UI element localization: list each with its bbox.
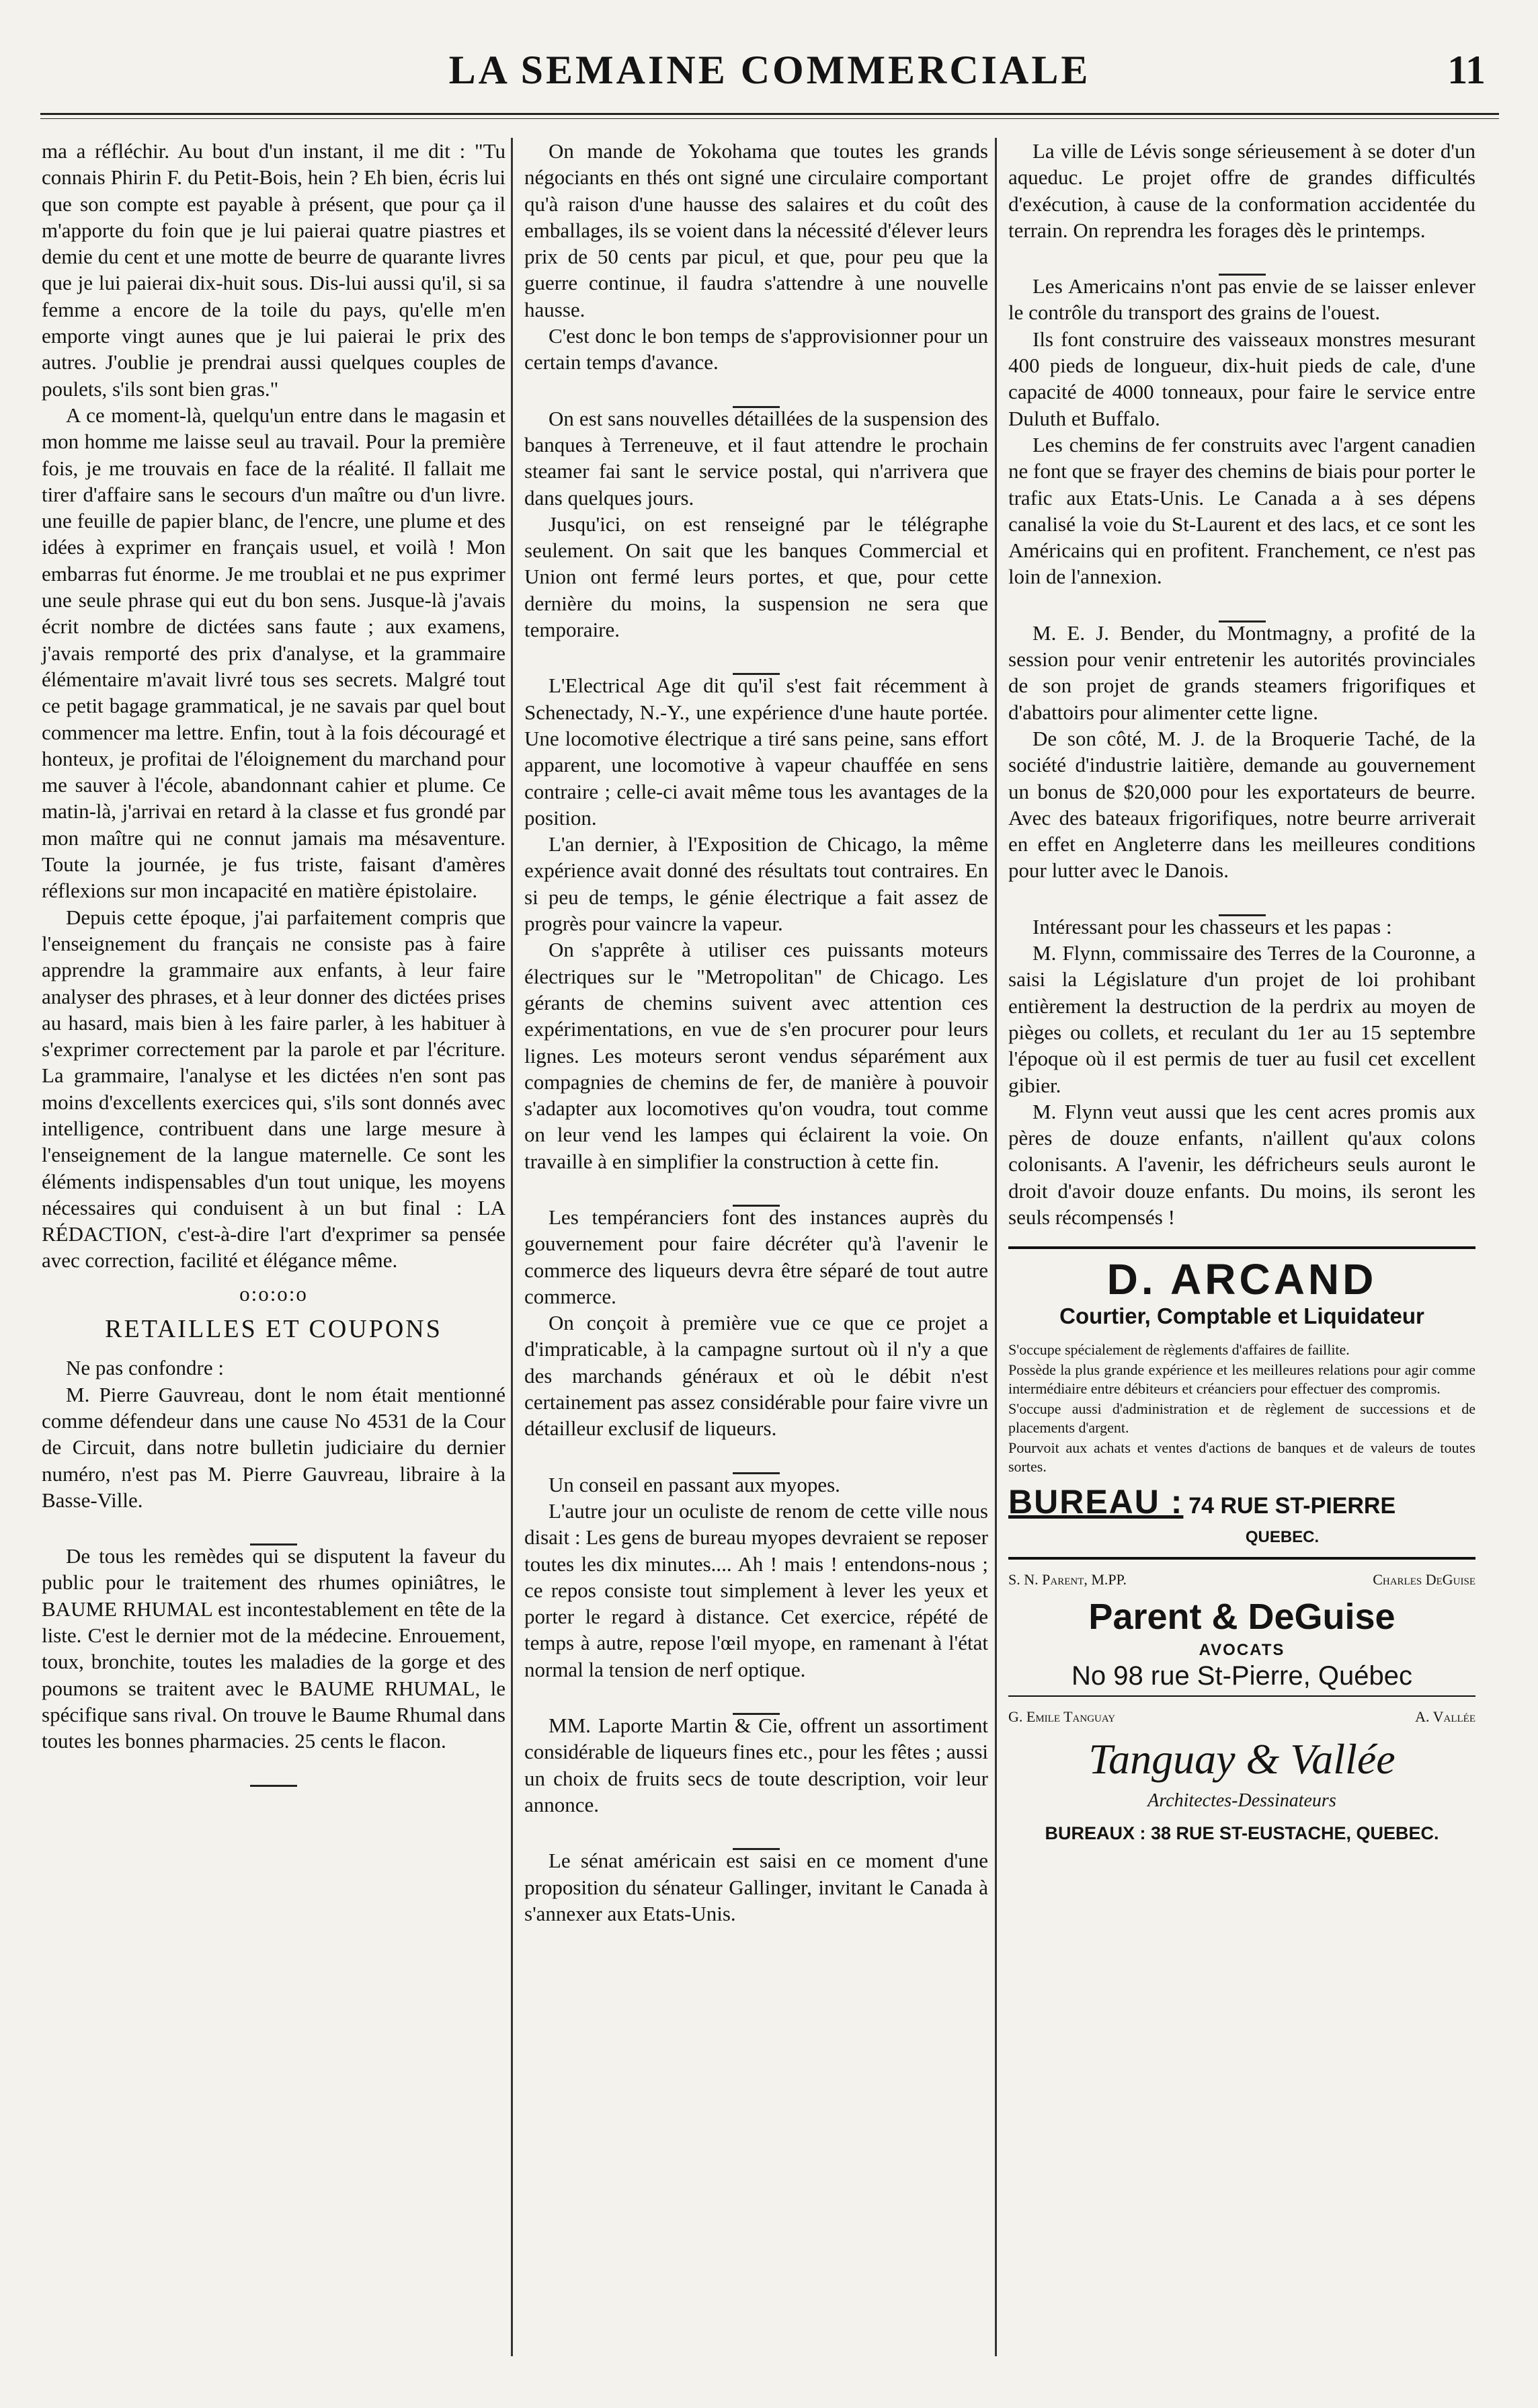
column-divider-1 [511, 138, 513, 2356]
article-paragraph: On conçoit à première vue ce que ce projet a d'impraticable, à la campagne surtout où il n'y a que des marchands généraux et où le débit n'est certainement pas assez considérable pour faire vivre un détailleur exclusif de liqueurs. [524, 1311, 988, 1441]
short-separator [1008, 896, 1475, 904]
ad-parent-names [1008, 1566, 1475, 1593]
short-separator [524, 1695, 988, 1703]
article-paragraph: Les chemins de fer construits avec l'argent canadien ne font que se frayer des chemins de biais pour porter le trafic aux Etats-Unis. Le Canada a à ses dépens canalisé la voie du St-Laurent et des lacs, et ce sont les Américains qui en profitent. Franchement, ce n'est pas loin de l'annexion. [1008, 432, 1475, 589]
ad-rule [1008, 1557, 1475, 1560]
ad-parent-firm-name: Parent & DeGuise [1088, 1597, 1395, 1638]
article-paragraph: M. Flynn, commissaire des Terres de la Couronne, a saisi la Législature d'un projet de loi prohibant entièrement la destruction de la perdrix au moyen de pièges ou collets, et reculant du 1er au 15 septembre l'époque où il est permis de tuer au fusil cet excellent gibier. [1008, 941, 1475, 1097]
article-paragraph: M. Pierre Gauvreau, dont le nom était mentionné comme défendeur dans une cause No 4531 de la Cour de Circuit, dans notre bulletin judiciaire du dernier numéro, n'est pas M. Pierre Gauvreau, libraire à la Basse-Ville. [42, 1382, 505, 1512]
ad-arcand-bureau [1008, 1484, 1475, 1524]
article-paragraph: Depuis cette époque, j'ai parfaitement compris que l'enseignement du français ne consiste pas à faire apprendre la grammaire aux enfants, à leur faire analyser des phrases, et à leur donner des dictées prises au hasard, mais bien à les faire parler, à les habituer à s'exprimer correctement par la parole et par l'écriture. La grammaire, l'analyse et les dictées n'en sont pas moins d'excellents exercices qui, s'ils sont donnés avec intelligence, contribuent dans une large mesure à l'enseignement de la langue maternelle. Ce sont les éléments indispensables d'un tout unique, les moyens nécessaires qui conduisent à un but final : LA RÉDACTION, c'est-à-dire l'art d'exprimer sa pensée avec correction, facilité et élégance même. [42, 905, 505, 1273]
ad-arcand-details [1008, 1340, 1475, 1476]
article-paragraph: De tous les remèdes qui se disputent la faveur du public pour le traitement des rhumes opiniâtres, le BAUME RHUMAL est incontestablement en tête de la liste. C'est le dernier mot de la médecine. Enrouement, toux, bronchite, toutes les maladies de la gorge et des poumons se traitent avec le BAUME RHUMAL, le spécifique sans rival. On trouve le Baume Rhumal dans toutes les bonnes pharmacies. 25 cents le flacon. [42, 1544, 505, 1753]
article-paragraph: L'autre jour un oculiste de renom de cette ville nous disait : Les gens de bureau myopes devraient se reposer toutes les dix minutes.... Ah ! mais ! entendons-nous ; ce repos consiste tout simplement à lever les yeux et porter le regard à distance. Cet exercice, répété de temps à autre, repose l'œil myope, en ramenant à l'état normal la tension de nerf optique. [524, 1498, 988, 1681]
ad-parent-deguise [1008, 1566, 1475, 1690]
ad-arcand-role: Courtier, Comptable et Liquidateur [1059, 1303, 1424, 1329]
article-paragraph: ma a réfléchir. Au bout d'un instant, il me dit : "Tu connais Phirin F. du Petit-Bois, hein ? Eh bien, écris lui que son compte est payable à présent, que pour ça il m'apporte du foin que je lui paierai quatre piastres et demie du cent et une motte de beurre de quarante livres que je lui paierai dix-huit sous. Dis-lui aussi qu'il, si sa femme a encore de la toile du pays, qu'elle m'en emporte vingt aunes que je lui paierai le prix des autres. J'oublie je prendrai aussi quelques couples de poulets, s'ils sont bien gras." [42, 139, 505, 401]
column-divider-2 [995, 138, 997, 2356]
page-header [40, 40, 1499, 108]
short-separator [1008, 602, 1475, 610]
article-paragraph: Les Americains n'ont pas envie de se laisser enlever le contrôle du transport des grains de l'ouest. [1008, 274, 1475, 325]
ad-arcand [1008, 1256, 1475, 1550]
column-3 [1008, 138, 1475, 1847]
article-paragraph: On s'apprête à utiliser ces puissants moteurs électriques sur le "Metropolitan" de Chicago. Les gérants de chemins suivent avec attention ces expérimentations, en vue de s'en procurer pour leurs lignes. Les moteurs seront vendus séparément aux compagnies de chemins de fer, de manière à pouvoir s'adapter aux locomotives qu'on voudra, tout comme on leur vend les lampes qui éclairent la voie. On travaille à en simplifier la construction à cette fin. [524, 938, 988, 1173]
ad-tanguay-right-name: A. Vallée [1415, 1708, 1475, 1725]
ad-arcand-bureau-city: QUEBEC. [1245, 1527, 1320, 1546]
article-paragraph: On mande de Yokohama que toutes les grands négociants en thés ont signé une circulaire comportant qu'à raison d'une hausse des salaires et du coût des emballages, ils se voient dans la nécessité d'élever leurs prix de 50 cents par picul, et que, pour peu que la guerre continue, il faudra s'attendre à une nouvelle hausse. [524, 139, 988, 321]
ad-arcand-bureau-address: 74 RUE ST-PIERRE [1188, 1492, 1396, 1519]
ad-parent-address: No 98 rue St-Pierre, Québec [1071, 1661, 1412, 1691]
ad-rule [1008, 1246, 1475, 1249]
header-rule [40, 113, 1499, 115]
column-2 [524, 138, 988, 1927]
ad-arcand-line: S'occupe spécialement de règlements d'affaires de faillite. [1008, 1340, 1350, 1358]
ad-tanguay-address: BUREAUX : 38 RUE ST-EUSTACHE, QUEBEC. [1045, 1823, 1439, 1844]
ornament-separator: o:o:o:o [239, 1281, 308, 1306]
short-separator [42, 1767, 505, 1775]
short-separator [524, 388, 988, 396]
newspaper-title: LA SEMAINE COMMERCIALE [448, 48, 1091, 92]
short-separator [524, 1830, 988, 1838]
article-paragraph: L'Electrical Age dit qu'il s'est fait récemment à Schenectady, N.-Y., une expérience d'une haute portée. Une locomotive électrique a tiré sans peine, sans effort apparent, une locomotive à vapeur chauffée en sens contraire ; celle-ci avait même tous les avantages de la position. [524, 674, 988, 830]
ad-parent-right-name: Charles DeGuise [1373, 1570, 1475, 1588]
ad-parent-role: AVOCATS [1199, 1641, 1285, 1660]
ad-tanguay-vallee [1008, 1703, 1475, 1847]
ad-arcand-line: Pourvoit aux achats et ventes d'actions de banques et de valeurs de toutes sortes. [1008, 1439, 1475, 1475]
page-number: 11 [1447, 48, 1486, 92]
article-paragraph: Intéressant pour les chasseurs et les papas : [1033, 914, 1392, 938]
ad-parent-left-name: S. N. Parent, M.PP. [1008, 1570, 1127, 1588]
article-paragraph: On est sans nouvelles détaillées de la suspension des banques à Terreneuve, et il faut attendre le prochain steamer fai sant le service postal, qui n'arrivera que dans quelques jours. [524, 406, 988, 510]
short-separator [524, 655, 988, 663]
section-title: RETAILLES ET COUPONS [105, 1315, 442, 1344]
article-paragraph: Ils font construire des vaisseaux monstres mesurant 400 pieds de longueur, dix-huit pieds de cale, d'une capacité de 4000 tonneaux, pour faire le service entre Duluth et Buffalo. [1008, 327, 1475, 430]
article-paragraph: Un conseil en passant aux myopes. [549, 1472, 840, 1496]
article-paragraph: Jusqu'ici, on est renseigné par le télégraphe seulement. On sait que les banques Commercial et Union ont fermé leurs portes, et que, pour cette dernière du moins, la suspension ne sera que temporaire. [524, 512, 988, 642]
ad-tanguay-left-name: G. Emile Tanguay [1008, 1708, 1116, 1725]
article-paragraph: De son côté, M. J. de la Broquerie Taché, de la société d'industrie laitière, demande au gouvernement un bonus de $20,000 pour les exportateurs de beurre. Avec des bateaux frigorifiques, notre beurre arriverait en effet en Angleterre dans les meilleures conditions pour lutter avec le Danois. [1008, 726, 1475, 883]
article-paragraph: La ville de Lévis songe sérieusement à se doter d'un aqueduc. Le projet offre de grandes difficultés d'exécution, à cause de la conformation accidentée du terrain. On reprendra les forages dès le printemps. [1008, 139, 1475, 242]
ad-arcand-line: Possède la plus grande expérience et les meilleures relations pour agir comme intermédiaire entre débiteurs et créanciers pour effectuer des compromis. [1008, 1361, 1475, 1397]
article-paragraph: Le sénat américain est saisi en ce moment d'une proposition du sénateur Gallinger, invitant le Canada à s'annexer aux Etats-Unis. [524, 1849, 988, 1925]
article-paragraph: Ne pas confondre : [66, 1356, 224, 1380]
article-paragraph: Les tempéranciers font des instances auprès du gouvernement pour faire décréter qu'à l'avenir le commerce des liqueurs devra être séparé de tout autre commerce. [524, 1205, 988, 1308]
article-paragraph: M. E. J. Bender, du Montmagny, a profité de la session pour venir entretenir les autorités provinciales de son projet de grands steamers frigorifiques et d'abattoirs pour alimenter cette ligne. [1008, 620, 1475, 724]
ad-rule [1008, 1695, 1475, 1697]
short-separator [1008, 255, 1475, 264]
article-paragraph: C'est donc le bon temps de s'approvisionner pour un certain temps d'avance. [524, 324, 988, 374]
short-separator [42, 1525, 505, 1533]
column-1 [42, 138, 505, 1784]
ad-arcand-line: S'occupe aussi d'administration et de règlement de successions et de placements d'argent. [1008, 1400, 1475, 1436]
ad-tanguay-names [1008, 1703, 1475, 1730]
ad-tanguay-firm-name: Tanguay & Vallée [1088, 1735, 1395, 1783]
article-paragraph: A ce moment-là, quelqu'un entre dans le magasin et mon homme me laisse seul au travail. Pour la première fois, je me trouvais en face de la réalité. Il fallait me tirer d'affaire sans le secours d'un maître ou d'un livre. une feuille de papier blanc, de l'encre, une plume et des idées à exprimer en français usuel, et voilà ! Mon embarras fut énorme. Je me troublai et ne pus exprimer une seule phrase qui eut du bon sens. Jusque-là j'avais écrit nombre de dictées sans faute ; aux examens, j'avais remporté des prix d'analyse, et la grammaire élémentaire m'avait livré tous ses secrets. Malgré tout ce petit bagage grammatical, je ne savais par quel bout commencer ma lettre. Enfin, tout à la fois découragé et honteux, je profitai de l'éloignement du marchand pour me sauver à l'école, abandonnant cahier et plume. Ce matin-là, j'arrivai en retard à la classe et fus grondé par mon maître qui ne connut jamais ma mésaventure. Toute la journée, je fus triste, faisant d'amères réflexions sur mon incapacité en matière épistolaire. [42, 403, 505, 903]
header-rule-thin [40, 118, 1499, 119]
ad-arcand-bureau-label: BUREAU : [1008, 1482, 1184, 1521]
short-separator [524, 1187, 988, 1195]
short-separator [524, 1454, 988, 1462]
article-paragraph: M. Flynn veut aussi que les cent acres promis aux pères de douze enfants, n'aillent qu'aux colons colonisants. A l'avenir, les défricheurs seuls auront le droit d'avoir douze enfants. Du moins, ils seront les seuls récompensés ! [1008, 1099, 1475, 1229]
ad-tanguay-role: Architectes-Dessinateurs [1147, 1790, 1336, 1812]
ad-arcand-name: D. ARCAND [1106, 1255, 1377, 1304]
article-paragraph: MM. Laporte Martin & Cie, offrent un assortiment considérable de liqueurs fines etc., pour les fêtes ; aussi un choix de fruits secs de toute description, voir leur annonce. [524, 1714, 988, 1816]
article-paragraph: L'an dernier, à l'Exposition de Chicago, la même expérience avait donné des résultats tout contraires. En si peu de temps, le génie électrique a fait assez de progrès pour vaincre la vapeur. [524, 832, 988, 936]
